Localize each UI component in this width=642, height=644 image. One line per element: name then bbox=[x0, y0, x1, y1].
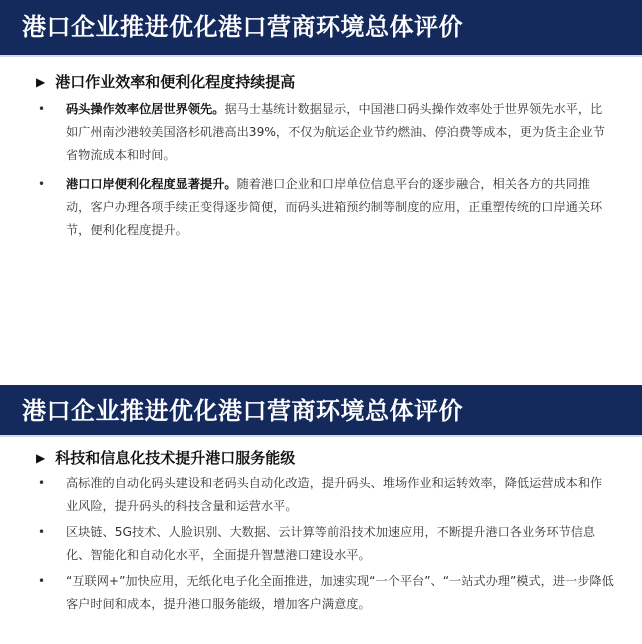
bullet-list bbox=[0, 98, 642, 242]
section-heading bbox=[36, 447, 642, 468]
bullet-icon: • bbox=[38, 476, 46, 490]
bullet-icon: • bbox=[38, 525, 46, 539]
item-lead: 港口口岸便利化程度显著提升。 bbox=[66, 177, 237, 191]
section-heading-text: 科技和信息化技术提升港口服务能级 bbox=[55, 449, 296, 467]
title-divider bbox=[0, 435, 642, 437]
slide-2 bbox=[0, 385, 642, 644]
item-text: “互联网+”加快应用，无纸化电子化全面推进，加速实现“一个平台”、“一站式办理”模式，进一步降低客户时间和成本，提升港口服务能级，增加客户满意度。 bbox=[66, 574, 614, 611]
title-divider bbox=[0, 55, 642, 57]
bullet-icon: • bbox=[38, 102, 46, 116]
section-heading-text: 港口作业效率和便利化程度持续提高 bbox=[55, 73, 296, 91]
bullet-icon: • bbox=[38, 574, 46, 588]
item-text: 据马士基统计数据显示，中国港口码头操作效率处于世界领先水平，比如广州南沙港较美国洛杉矶港高出39%，不仅为航运企业节约燃油、停泊费等成本，更为货主企业节省物流成本和时间。 bbox=[66, 102, 605, 162]
item-text: 高标准的自动化码头建设和老码头自动化改造，提升码头、堆场作业和运转效率，降低运营成本和作业风险，提升码头的科技含量和运营水平。 bbox=[66, 476, 603, 513]
list-item bbox=[38, 173, 614, 242]
arrow-bullet-icon: ▶ bbox=[36, 74, 46, 89]
list-item bbox=[38, 521, 614, 567]
item-text: 区块链、5G技术、人脸识别、大数据、云计算等前沿技术加速应用，不断提升港口各业务环节信息化、智能化和自动化水平，全面提升智慧港口建设水平。 bbox=[66, 525, 596, 562]
bullet-icon: • bbox=[38, 177, 46, 191]
list-item bbox=[38, 472, 614, 518]
arrow-bullet-icon: ▶ bbox=[36, 450, 46, 465]
slide-separator bbox=[0, 375, 642, 385]
item-text: 随着港口企业和口岸单位信息平台的逐步融合，相关各方的共同推动，客户办理各项手续正变得逐步简便，而码头进箱预约制等制度的应用，正重塑传统的口岸通关环节，便利化程度提升。 bbox=[66, 177, 603, 237]
slide-title: 港口企业推进优化港口营商环境总体评价 bbox=[0, 385, 642, 435]
list-item bbox=[38, 570, 614, 616]
bullet-list bbox=[0, 472, 642, 616]
item-lead: 码头操作效率位居世界领先。 bbox=[66, 102, 225, 116]
list-item bbox=[38, 98, 614, 167]
section-heading bbox=[36, 71, 642, 92]
slide-title: 港口企业推进优化港口营商环境总体评价 bbox=[0, 0, 642, 55]
